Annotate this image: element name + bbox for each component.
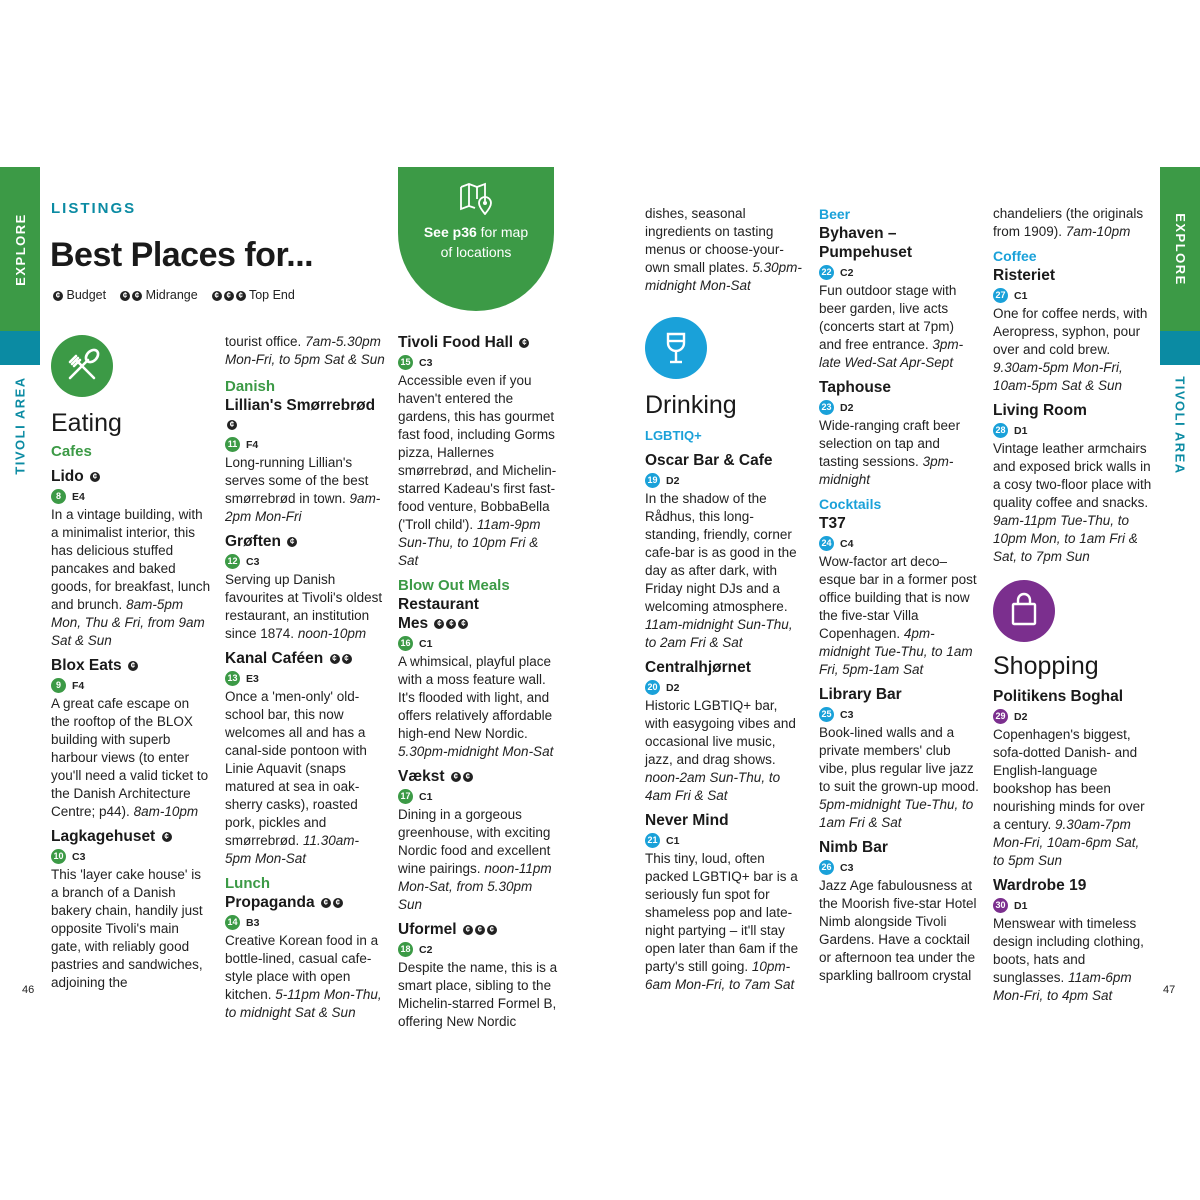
listing-name: Library Bar: [819, 686, 902, 703]
listing-desc: Long-running Lillian's serves some of the best smørrebrød in town. 9am-2pm Mon-Fri: [225, 455, 381, 524]
column-5: [819, 205, 979, 991]
grid-ref: D1: [1014, 424, 1028, 437]
listing-desc: Book-lined walls and a private members' club vibe, plus regular live jazz to suit the grown-up mood. 5pm-midnight Tue-Thu, to 1am Fri & Sat: [819, 725, 979, 830]
page-number-right: 47: [1163, 984, 1176, 996]
listing-desc: Once a 'men-only' old-school bar, this now welcomes all and has a canal-side pontoon with Linie Aquavit (snaps matured at sea in oak-sherry casks), roasted pork, pickles and smørrebrød. 11.30am-5pm Mon-Sat: [225, 689, 367, 866]
section-eating: Eating: [51, 409, 122, 437]
listing-desc-continued: dishes, seasonal ingredients on tasting menus or choose-your-own small plates. 5.30pm-midnight Mon-Sat: [645, 206, 802, 293]
map-pin-badge[interactable]: 20: [645, 680, 660, 695]
column-4: [645, 205, 805, 1000]
listing-groften[interactable]: [225, 532, 385, 643]
column-3: [398, 333, 558, 1037]
currency-icon: ¢: [463, 772, 473, 782]
currency-icon: ¢: [446, 619, 456, 629]
listing-desc: Historic LGBTIQ+ bar, with easygoing vibes and occasional live music, jazz, and drag shows. noon-2am Sun-Thu, to 4am Fri & Sat: [645, 698, 796, 803]
subheading-coffee: Coffee: [993, 248, 1037, 264]
currency-icon: ¢: [451, 772, 461, 782]
grid-ref: E4: [72, 490, 85, 503]
listing-kanal-cafeen[interactable]: [225, 649, 385, 868]
listing-name: Risteriet: [993, 267, 1056, 284]
listing-name: Taphouse: [819, 379, 892, 396]
listing-lagkagehuset[interactable]: [51, 827, 211, 992]
grid-ref: F4: [246, 438, 259, 451]
tab-strip-teal-right: [1160, 331, 1200, 365]
listing-desc: In a vintage building, with a minimalist interior, this has delicious stuffed pancakes and baked goods, for breakfast, lunch and brunch. 8am-5pm Mon, Thu & Fri, from 9am Sat & Sun: [51, 507, 211, 648]
map-pin-badge[interactable]: 23: [819, 400, 834, 415]
map-pin-badge[interactable]: 14: [225, 915, 240, 930]
map-pin-badge[interactable]: 25: [819, 707, 834, 722]
listing-name: Propaganda: [225, 894, 315, 911]
column-6: [993, 205, 1153, 1011]
grid-ref: C4: [840, 537, 854, 550]
grid-ref: D2: [666, 474, 680, 487]
currency-icon: ¢: [90, 472, 100, 482]
listing-name: Restaurant: [398, 596, 479, 613]
listing-wardrobe-19[interactable]: [993, 876, 1153, 1005]
listing-oscar-bar[interactable]: [645, 451, 805, 652]
grid-ref: C3: [419, 356, 433, 369]
section-shopping: Shopping: [993, 652, 1099, 680]
map-pin-badge[interactable]: 8: [51, 489, 66, 504]
listing-name: Nimb Bar: [819, 839, 888, 856]
subheading-blowout: Blow Out Meals: [398, 577, 510, 594]
currency-icon: ¢: [487, 925, 497, 935]
listing-politikens-boghal[interactable]: [993, 687, 1153, 870]
grid-ref: C1: [419, 637, 433, 650]
drinking-icon: [645, 317, 707, 379]
grid-ref: D1: [1014, 899, 1028, 912]
column-1: [51, 335, 211, 998]
price-key-midrange: ¢ ¢ Midrange: [118, 288, 198, 302]
map-pin-badge[interactable]: 11: [225, 437, 240, 452]
page-number-left: 46: [22, 984, 35, 996]
currency-icon: ¢: [333, 898, 343, 908]
map-pin-badge[interactable]: 9: [51, 678, 66, 693]
area-tab-label: TIVOLI AREA: [12, 375, 28, 475]
listing-never-mind[interactable]: [645, 811, 805, 994]
listing-name: Living Room: [993, 402, 1087, 419]
listing-t37[interactable]: [819, 514, 979, 679]
currency-icon: ¢: [132, 291, 142, 301]
grid-ref: C1: [419, 790, 433, 803]
shopping-bag-icon: [993, 580, 1055, 642]
column-2: [225, 333, 385, 1028]
listing-name: Lagkagehuset: [51, 828, 156, 845]
listing-risteriet[interactable]: [993, 266, 1153, 395]
map-pin-badge[interactable]: 29: [993, 709, 1008, 724]
map-pin-badge[interactable]: 22: [819, 265, 834, 280]
listing-desc: Wow-factor art deco–esque bar in a former post office building that is now the five-star Villa Copenhagen. 4pm-midnight Tue-Thu, to 1am Fri, 5pm-1am Sat: [819, 554, 977, 677]
tab-strip-teal-left: [0, 331, 40, 365]
section-drinking: Drinking: [645, 391, 737, 419]
currency-icon: ¢: [128, 661, 138, 671]
listing-name: Tivoli Food Hall: [398, 334, 514, 351]
listing-name: Wardrobe 19: [993, 877, 1087, 894]
currency-icon: ¢: [236, 291, 246, 301]
listing-name-line2: Pumpehuset: [819, 244, 913, 261]
eating-icon: [51, 335, 113, 397]
area-tab-left: [0, 365, 40, 485]
listing-name: Politikens Boghal: [993, 688, 1124, 705]
listing-vaekst[interactable]: [398, 767, 558, 914]
map-pin-badge[interactable]: 26: [819, 860, 834, 875]
listing-desc-continued: chandeliers (the originals from 1909). 7am-10pm: [993, 206, 1144, 239]
currency-icon: ¢: [224, 291, 234, 301]
listing-uformel[interactable]: [398, 920, 558, 1031]
listing-name: Centralhjørnet: [645, 659, 751, 676]
currency-icon: ¢: [321, 898, 331, 908]
grid-ref: C3: [246, 555, 260, 568]
subheading-cafes: Cafes: [51, 443, 92, 460]
listing-desc: Copenhagen's biggest, sofa-dotted Danish- and English-language bookshop has been nourishing minds for over a century. 9.30am-7pm Mon-Fri, 10am-6pm Sat, to 5pm Sun: [993, 727, 1145, 868]
page-title: Best Places for...: [50, 236, 314, 274]
grid-ref: C1: [1014, 289, 1028, 302]
currency-icon: ¢: [287, 537, 297, 547]
map-callout-line2: of locations: [440, 244, 512, 260]
listing-desc: This 'layer cake house' is a branch of a Danish bakery chain, handily just opposite Tivoli's main gate, with reliably good pastries and sandwiches, adjoining the: [51, 867, 203, 990]
grid-ref: E3: [246, 672, 259, 685]
listing-nimb-bar[interactable]: [819, 838, 979, 985]
grid-ref: C2: [840, 266, 854, 279]
listing-lillians[interactable]: [225, 396, 385, 526]
map-pin-badge[interactable]: 16: [398, 636, 413, 651]
map-pin-badge[interactable]: 18: [398, 942, 413, 957]
currency-icon: ¢: [120, 291, 130, 301]
listing-byhaven[interactable]: [819, 224, 979, 372]
listing-name-line2: Mes: [398, 615, 429, 632]
grid-ref: D2: [1014, 710, 1028, 723]
map-callout-line1: See p36 for map: [423, 224, 529, 240]
listing-tivoli-food-hall[interactable]: [398, 333, 558, 570]
currency-icon: ¢: [227, 420, 237, 430]
map-pin-badge[interactable]: 12: [225, 554, 240, 569]
explore-tab-label: EXPLORE: [1172, 212, 1188, 286]
listing-desc: Serving up Danish favourites at Tivoli's oldest restaurant, an institution since 1874. noon-10pm: [225, 572, 383, 641]
subheading-beer: Beer: [819, 206, 851, 222]
listing-desc: In the shadow of the Rådhus, this long-standing, friendly, corner cafe-bar is as good in the day as after dark, with Friday night DJs and a welcoming atmosphere. 11am-midnight Sun-Thu, to 2am Fri & Sat: [645, 491, 797, 650]
listing-desc: A whimsical, playful place with a moss feature wall. It's flooded with light, and offers relatively affordable high-end New Nordic. 5.30pm-midnight Mon-Sat: [398, 654, 554, 759]
grid-ref: C3: [72, 850, 86, 863]
listing-name: Kanal Caféen: [225, 650, 324, 667]
explore-tab-left: [0, 167, 40, 331]
listing-name: T37: [819, 515, 846, 532]
subheading-lunch: Lunch: [225, 875, 270, 892]
grid-ref: B3: [246, 916, 260, 929]
map-pin-badge[interactable]: 10: [51, 849, 66, 864]
listing-name: Byhaven –: [819, 225, 897, 242]
map-pin-badge[interactable]: 30: [993, 898, 1008, 913]
area-tab-label: TIVOLI AREA: [1172, 375, 1188, 475]
currency-icon: ¢: [330, 654, 340, 664]
listing-name: Lido: [51, 468, 84, 485]
listing-name: Uformel: [398, 921, 457, 938]
listing-library-bar[interactable]: [819, 685, 979, 832]
subheading-danish: Danish: [225, 378, 276, 395]
grid-ref: D2: [840, 401, 854, 414]
listing-blox-eats[interactable]: [51, 656, 211, 821]
listing-desc: Vintage leather armchairs and exposed brick walls in a cosy two-floor place with quality coffee and snacks. 9am-11pm Tue-Thu, to 10pm Mon, to 1am Fri & Sat, to 7pm Sun: [993, 441, 1152, 564]
listing-desc: Accessible even if you haven't entered the gardens, this has gourmet fast food, including Gorms pizza, Hallernes smørrebrød, and Michelin-starred Kadeau's first fast-food venture, BobbaBella ('Troll child'). 11am-9pm Sun-Thu, to 10pm Fri & Sat: [398, 373, 557, 568]
listing-desc-continued: tourist office. 7am-5.30pm Mon-Fri, to 5pm Sat & Sun: [225, 334, 385, 367]
listing-desc: Fun outdoor stage with beer garden, live acts (concerts start at 7pm) and free entrance. 3pm-late Wed-Sat Apr-Sept: [819, 283, 964, 370]
currency-icon: ¢: [434, 619, 444, 629]
listing-centralhjornet[interactable]: [645, 658, 805, 805]
subheading-lgbtiq: LGBTIQ+: [645, 428, 702, 443]
listing-desc: This tiny, loud, often packed LGBTIQ+ bar is a seriously fun spot for shameless pop and late-night partying – it'll stay open later than 6am if the party's still going. 10pm-6am Mon-Fri, to 7am Sat: [645, 851, 799, 992]
listing-desc: Dining in a gorgeous greenhouse, with exciting Nordic food and excellent wine pairings. noon-11pm Mon-Sat, from 5.30pm Sun: [398, 807, 552, 912]
grid-ref: C2: [419, 943, 433, 956]
listings-label: LISTINGS: [51, 200, 137, 217]
currency-icon: ¢: [463, 925, 473, 935]
listing-living-room[interactable]: [993, 401, 1153, 566]
grid-ref: F4: [72, 679, 85, 692]
map-pin-icon: [458, 181, 494, 215]
listing-taphouse[interactable]: [819, 378, 979, 489]
area-tab-right: [1160, 365, 1200, 485]
price-key: [51, 288, 295, 302]
grid-ref: C3: [840, 708, 854, 721]
map-pin-badge[interactable]: 15: [398, 355, 413, 370]
map-pin-badge[interactable]: 19: [645, 473, 660, 488]
listing-desc: Despite the name, this is a smart place, sibling to the Michelin-starred Formel B, offering New Nordic: [398, 960, 558, 1029]
listing-propaganda[interactable]: [225, 893, 385, 1022]
currency-icon: ¢: [162, 832, 172, 842]
grid-ref: D2: [666, 681, 680, 694]
currency-icon: ¢: [212, 291, 222, 301]
listing-desc: Jazz Age fabulousness at the Moorish five-star Hotel Nimb alongside Tivoli Gardens. Have a cocktail or afternoon tea under the sparkling ballroom crystal: [819, 878, 977, 983]
listing-lido[interactable]: [51, 467, 211, 650]
price-key-budget: ¢ Budget: [51, 288, 106, 302]
listing-name: Blox Eats: [51, 657, 122, 674]
map-pin-badge[interactable]: 21: [645, 833, 660, 848]
listing-name: Vækst: [398, 768, 445, 785]
map-callout[interactable]: [398, 167, 554, 311]
currency-icon: ¢: [458, 619, 468, 629]
currency-icon: ¢: [519, 338, 529, 348]
listing-name: Lillian's Smørrebrød: [225, 397, 376, 414]
map-pin-badge[interactable]: 13: [225, 671, 240, 686]
listing-desc: A great cafe escape on the rooftop of the BLOX building with superb harbour views (to enter you'll need a valid ticket to the Danish Architecture Centre; p44). 8am-10pm: [51, 696, 209, 819]
listing-name: Never Mind: [645, 812, 729, 829]
price-key-topend: ¢ ¢ ¢ Top End: [210, 288, 295, 302]
map-pin-badge[interactable]: 28: [993, 423, 1008, 438]
listing-desc: Menswear with timeless design including clothing, boots, hats and sunglasses. 11am-6pm Mon-Fri, to 4pm Sat: [993, 916, 1144, 1003]
listing-name: Oscar Bar & Cafe: [645, 452, 773, 469]
listing-desc: One for coffee nerds, with Aeropress, syphon, pour over and cold brew. 9.30am-5pm Mon-Fri, 10am-5pm Sat & Sun: [993, 306, 1148, 393]
grid-ref: C1: [666, 834, 680, 847]
currency-icon: ¢: [342, 654, 352, 664]
currency-icon: ¢: [53, 291, 63, 301]
currency-icon: ¢: [475, 925, 485, 935]
listing-desc: Creative Korean food in a bottle-lined, casual cafe-style place with open kitchen. 5-11pm Mon-Thu, to midnight Sat & Sun: [225, 933, 382, 1020]
listing-desc: Wide-ranging craft beer selection on tap and tasting sessions. 3pm-midnight: [819, 418, 961, 487]
map-pin-badge[interactable]: 27: [993, 288, 1008, 303]
subheading-cocktails: Cocktails: [819, 496, 882, 512]
grid-ref: C3: [840, 861, 854, 874]
explore-tab-right: [1160, 167, 1200, 331]
listing-name: Grøften: [225, 533, 281, 550]
map-pin-badge[interactable]: 24: [819, 536, 834, 551]
map-pin-badge[interactable]: 17: [398, 789, 413, 804]
explore-tab-label: EXPLORE: [12, 212, 28, 286]
listing-restaurant-mes[interactable]: [398, 595, 558, 761]
